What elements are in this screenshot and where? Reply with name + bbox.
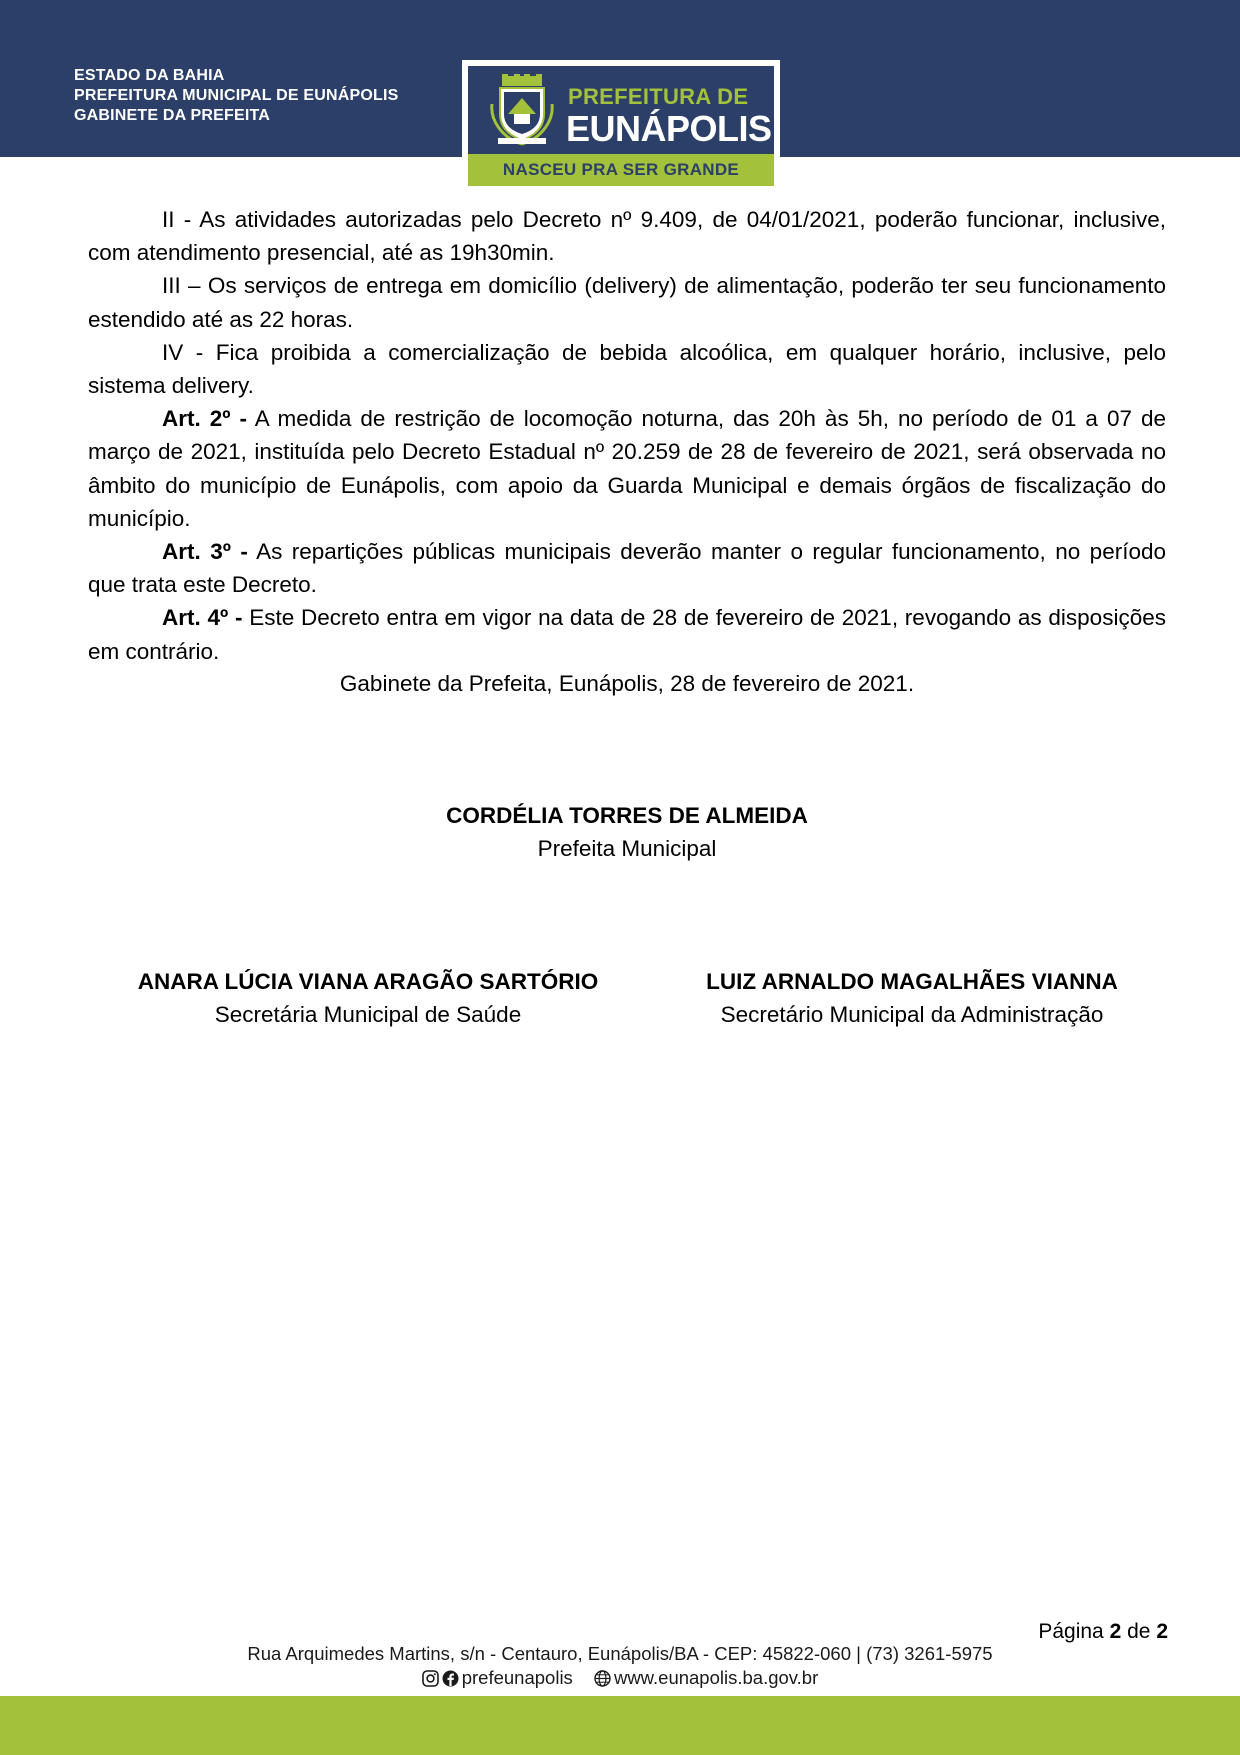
signature-health-secretary bbox=[88, 965, 648, 1031]
website-url: www.eunapolis.ba.gov.br bbox=[613, 1667, 819, 1688]
logo-tagline: NASCEU PRA SER GRANDE bbox=[468, 154, 774, 186]
city-crest-icon bbox=[488, 74, 556, 148]
header-institution bbox=[74, 66, 399, 126]
signature-mayor bbox=[370, 799, 884, 865]
signature-role: Prefeita Municipal bbox=[537, 836, 717, 861]
paragraph bbox=[88, 402, 1166, 535]
paragraph-text: Este Decreto entra em vigor na data de 28 de fevereiro de 2021, revogando as disposições em contrário. bbox=[88, 605, 1166, 664]
signature-role: Secretária Municipal de Saúde bbox=[214, 1002, 522, 1027]
paragraph-text: A medida de restrição de locomoção noturna, das 20h às 5h, no período de 01 a 07 de março de 2021, instituída pelo Decreto Estadual nº 20.259 de 28 de fevereiro de 2021, será observada no âmbito do município de Eunápolis, com apoio da Guarda Municipal e demais órgãos de fiscalização do município. bbox=[88, 406, 1167, 531]
header-line-state: ESTADO DA BAHIA bbox=[74, 67, 225, 84]
footer-social bbox=[0, 1666, 1240, 1690]
logo-panel bbox=[468, 66, 774, 186]
signature-role: Secretário Municipal da Administração bbox=[720, 1002, 1104, 1027]
footer-band bbox=[0, 1696, 1240, 1755]
header-line-prefeitura: PREFEITURA MUNICIPAL DE EUNÁPOLIS bbox=[74, 87, 399, 104]
signature-name: ANARA LÚCIA VIANA ARAGÃO SARTÓRIO bbox=[137, 969, 599, 994]
header-line-gabinete: GABINETE DA PREFEITA bbox=[74, 107, 271, 124]
footer-address: Rua Arquimedes Martins, s/n - Centauro, Eunápolis/BA - CEP: 45822-060 | (73) 3261-5975 bbox=[247, 1643, 993, 1664]
paragraph bbox=[88, 336, 1166, 402]
logo-title-line1: PREFEITURA DE bbox=[568, 84, 749, 109]
decree-body bbox=[88, 203, 1166, 668]
social-handle-item[interactable] bbox=[422, 1666, 573, 1690]
article-label: Art. 2º - bbox=[162, 406, 247, 432]
globe-icon bbox=[594, 1670, 611, 1687]
signature-name: CORDÉLIA TORRES DE ALMEIDA bbox=[446, 803, 808, 828]
prefeitura-logo bbox=[462, 60, 780, 192]
paragraph bbox=[88, 535, 1166, 601]
page-prefix: Página bbox=[1038, 1620, 1104, 1643]
website-item[interactable] bbox=[594, 1666, 818, 1690]
closing-line: Gabinete da Prefeita, Eunápolis, 28 de fevereiro de 2021. bbox=[339, 671, 915, 696]
paragraph-text: III – Os serviços de entrega em domicílio (delivery) de alimentação, poderão ter seu funcionamento estendido até as 22 horas. bbox=[88, 273, 1166, 332]
signature-name: LUIZ ARNALDO MAGALHÃES VIANNA bbox=[706, 969, 1118, 994]
paragraph-text: IV - Fica proibida a comercialização de bebida alcoólica, em qualquer horário, inclusive, pelo sistema delivery. bbox=[88, 339, 1166, 399]
page-number bbox=[1038, 1620, 1168, 1644]
article-label: Art. 3º - bbox=[162, 539, 248, 565]
paragraph bbox=[88, 269, 1166, 335]
facebook-icon bbox=[442, 1670, 459, 1687]
page-separator: de bbox=[1127, 1620, 1151, 1643]
logo-title-line2: EUNÁPOLIS bbox=[566, 108, 772, 149]
paragraph bbox=[88, 601, 1166, 667]
signature-admin-secretary bbox=[660, 965, 1164, 1031]
page-current: 2 bbox=[1109, 1620, 1122, 1643]
instagram-icon bbox=[422, 1670, 439, 1687]
page-total: 2 bbox=[1156, 1620, 1168, 1643]
paragraph-text: As repartições públicas municipais deverão manter o regular funcionamento, no período que trata este Decreto. bbox=[88, 539, 1166, 598]
paragraph bbox=[88, 203, 1166, 269]
social-handle: prefeunapolis bbox=[461, 1667, 573, 1688]
paragraph-text: II - As atividades autorizadas pelo Decreto nº 9.409, de 04/01/2021, poderão funcionar, inclusive, com atendimento presencial, até as 19h30min. bbox=[88, 207, 1166, 266]
article-label: Art. 4º - bbox=[162, 605, 243, 631]
